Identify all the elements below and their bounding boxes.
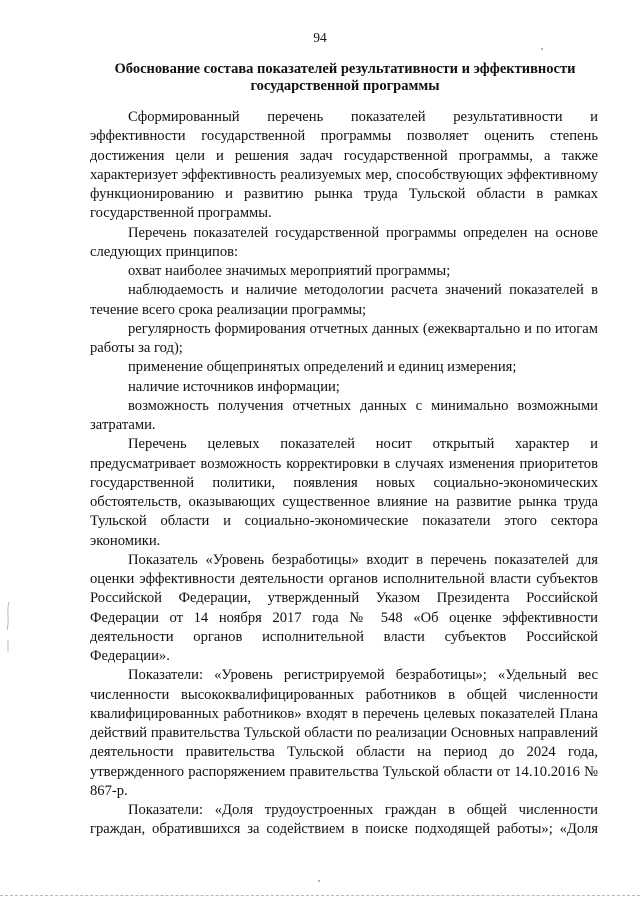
scan-speck: [318, 880, 320, 882]
principle-item: применение общепринятых определений и единиц измерения;: [128, 359, 517, 376]
paragraph-open-list: Перечень целевых показателей носит открытый характер и предусматривает возможность корректировки в случаях изменения приоритетов государственной политики, появления новых социально-экономических обстоятельств, оказывающих существенное влияние на развитие рынка труда Тульской области и социально-экономические показатели этого сектора экономики.: [90, 436, 598, 549]
paragraph-unemployment: Показатель «Уровень безработицы» входит в перечень показателей для оценки эффективности деятельности органов исполнительной власти субъектов Российской Федерации, утвержденный Указом Президента Российской Федерации от 14 ноября 2017 года № 548 «Об оценке эффективности деятельности органов исполнительной власти субъектов Российской Федерации».: [90, 551, 598, 664]
principle-item: наличие источников информации;: [128, 378, 340, 395]
margin-scan-mark: [5, 600, 11, 660]
paragraph-principles-lead: Перечень показателей государственной программы определен на основе следующих принципов:: [90, 224, 598, 260]
document-body: [90, 108, 598, 840]
paragraph-intro: Сформированный перечень показателей результативности и эффективности государственной программы позволяет оценить степень достижения цели и решения задач государственной программы, а также характеризует эффективность реализуемых мер, способствующих эффективному функционированию и развитию рынка труда Тульской области в рамках государственной программы.: [90, 109, 598, 222]
paragraph-indicators-continued: Показатели: «Доля трудоустроенных граждан в общей численности граждан, обратившихся за содействием в поиске подходящей работы»; «Доля: [90, 802, 598, 838]
principle-item: регулярность формирования отчетных данных (ежеквартально и по итогам работы за год);: [90, 320, 598, 356]
paragraph-indicators-plan: Показатели: «Уровень регистрируемой безработицы»; «Удельный вес численности высококвалифицированных работников в общей численности квалифицированных работников» входят в перечень целевых показателей Плана действий правительства Тульской области по реализации Основных направлений деятельности правительства Тульской области на период до 2024 года, утвержденного распоряжением правительства Тульской области от 14.10.2016 № 867-р.: [90, 667, 598, 799]
scan-speck: [541, 48, 543, 50]
principle-item: охват наиболее значимых мероприятий программы;: [128, 263, 451, 279]
document-title: Обоснование состава показателей результативности и эффективности государственной программы: [114, 61, 576, 94]
principle-item: возможность получения отчетных данных с минимально возможными затратами.: [90, 397, 598, 433]
page-number: 94: [313, 30, 327, 45]
scan-edge-line: [0, 895, 640, 896]
principle-item: наблюдаемость и наличие методологии расчета значений показателей в течение всего срока реализации программы;: [90, 282, 598, 318]
